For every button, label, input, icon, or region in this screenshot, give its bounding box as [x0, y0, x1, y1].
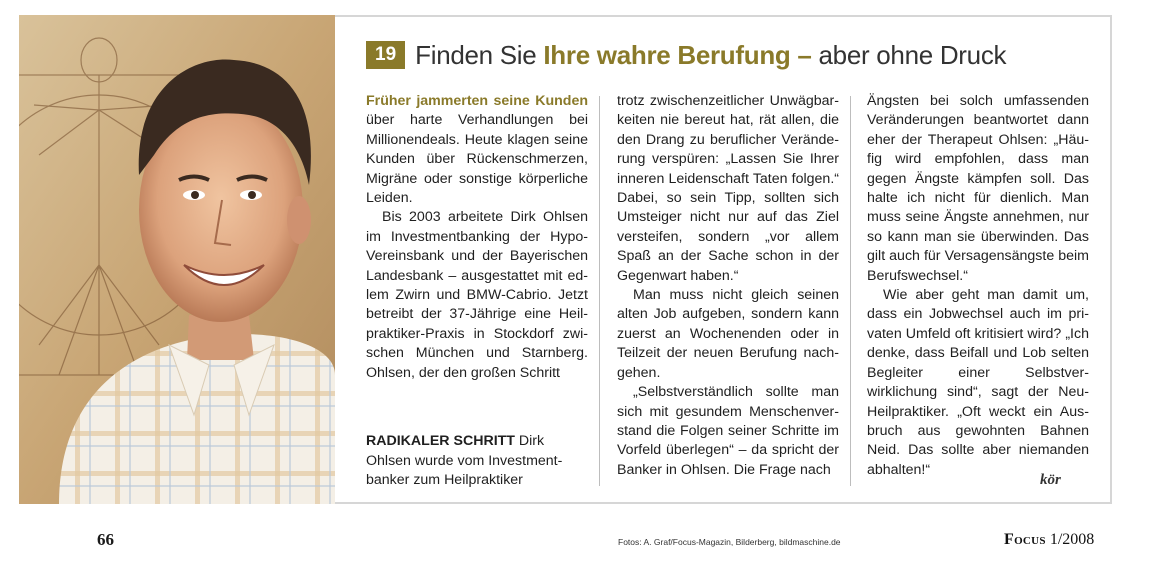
column-divider — [850, 96, 851, 486]
headline-highlight: Ihre wahre Berufung – — [543, 39, 812, 70]
article-headline — [415, 40, 1006, 71]
magazine-brand: Focus — [1004, 531, 1046, 548]
text-column-2 — [617, 92, 839, 480]
paragraph: Wie aber geht man damit um, dass ein Jobwechsel auch im privaten Umfeld oft kritisiert wird? „Ich denke, dass Beifall und Lob selten Begleiter einer Selbstverwirklichung sind“, sagt der Neu-Heilpraktiker. „Oft weckt ein Ausbruch aus gewohnten Bahnen Neid. Das sollte aber niemanden abhalten!“ — [867, 287, 1089, 478]
caption-text: Dirk Ohlsen wurde vom Investmentbanker zum Heilpraktiker — [366, 433, 563, 488]
paragraph: Man muss nicht gleich seinen alten Job aufgeben, sondern kann zuerst an Wochenenden oder in Teilzeit der neuen Berufung nachgehen. — [617, 287, 839, 381]
portrait-illustration — [19, 15, 335, 504]
lead-in: Früher jammerten seine Kunden — [366, 93, 588, 109]
portrait-photo — [19, 15, 335, 504]
caption-heading: RADIKALER SCHRITT — [366, 433, 515, 449]
article-number-badge: 19 — [366, 41, 405, 69]
magazine-issue — [1004, 531, 1094, 549]
headline-prefix: Finden Sie — [415, 39, 544, 70]
page-number: 66 — [97, 530, 114, 549]
column-divider — [599, 96, 600, 486]
paragraph-text: über harte Verhandlungen bei Millionendeals. Heute klagen seine Kunden über Rückenschmerzen, Migräne oder sonstige körperliche Leiden. — [366, 112, 588, 207]
text-column-3 — [867, 92, 1089, 480]
photo-credits: Fotos: A. Graf/Focus-Magazin, Bilderberg, bildmaschine.de — [618, 537, 841, 547]
issue-number: 1/2008 — [1045, 531, 1095, 548]
author-initials: kör — [1040, 472, 1061, 488]
paragraph — [366, 92, 588, 208]
text-column-1 — [366, 92, 588, 383]
paragraph: Ängsten bei solch umfassenden Veränderungen beantwortet dann eher der Therapeut Ohlsen: „Häufig wird empfohlen, dass man gegen Ängste kämpfen soll. Das halte ich nicht für dienlich. Man muss seine Ängste annehmen, nur so kann man sie überwinden. Das gilt auch für Versagensängste beim Berufswechsel.“ — [867, 93, 1089, 284]
photo-caption — [366, 432, 588, 491]
headline-suffix: aber ohne Druck — [811, 39, 1007, 70]
paragraph: „Selbstverständlich sollte man sich mit gesundem Menschenverstand die Folgen seiner Schritte im Vorfeld überlegen“ – da spricht der Banker in Ohlsen. Die Frage nach — [617, 384, 839, 478]
paragraph: trotz zwischenzeitlicher Unwägbarkeiten nie bereut hat, rät allen, die den Drang zu beruflicher Veränderung verspüren: „Lassen Sie Ihrer inneren Leidenschaft Taten folgen.“ Dabei, so sein Tipp, sollten sich Umsteiger nicht nur auf das Ziel versteifen, sondern „vor allem Spaß an der Sache schon in der Gegenwart haben.“ — [617, 93, 839, 284]
paragraph: Bis 2003 arbeitete Dirk Ohlsen im Investmentbanking der Hypo-Vereinsbank und der Bayerischen Landesbank – ausgestattet mit edlem Zwirn und BMW-Cabrio. Jetzt betreibt der 37-Jährige eine Heilpraktiker-Praxis in Stockdorf zwischen München und Starnberg. Ohlsen, der den großen Schritt — [366, 209, 588, 381]
article-header — [366, 37, 1006, 73]
